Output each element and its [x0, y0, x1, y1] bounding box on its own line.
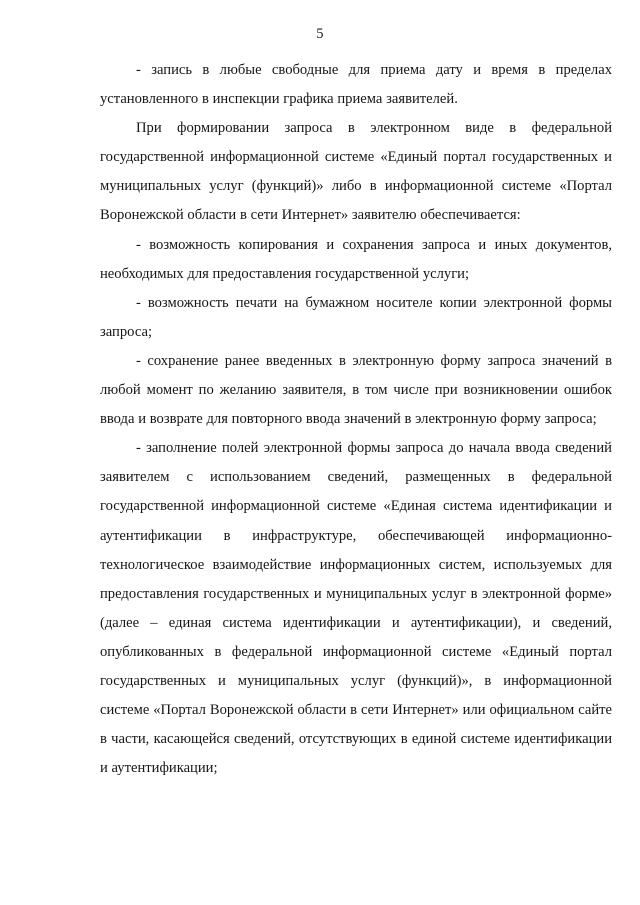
document-body: [100, 56, 612, 783]
paragraph-record-appointment: - запись в любые свободные для приема дату и время в пределах установленного в инспекции графика приема заявителей.: [100, 62, 612, 108]
paragraph-request-formation: При формировании запроса в электронном виде в федеральной государственной информационной системе «Единый портал государственных и муниципальных услуг (функций)» либо в информационной системе «Портал Воронежской области в сети Интернет» заявителю обеспечивается:: [100, 120, 612, 224]
page-number: 5: [316, 26, 324, 42]
paragraph-print-copy: - возможность печати на бумажном носителе копии электронной формы запроса;: [100, 294, 612, 340]
paragraph-prefill-fields: - заполнение полей электронной формы запроса до начала ввода сведений заявителем с использованием сведений, размещенных в федеральной государственной информационной системе «Единая система идентификации и аутентификации в инфраструктуре, обеспечивающей информационно-технологическое взаимодействие информационных систем, используемых для предоставления государственных и муниципальных услуг в электронной форме» (далее – единая система идентификации и аутентификации), и сведений, опубликованных в федеральной информационной системе «Единый портал государственных и муниципальных услуг (функций)», в информационной системе «Портал Воронежской области в сети Интернет» или официальном сайте в части, касающейся сведений, отсутствующих в единой системе идентификации и аутентификации;: [100, 440, 612, 777]
paragraph-copy-save-request: - возможность копирования и сохранения запроса и иных документов, необходимых для предоставления государственной услуги;: [100, 236, 612, 282]
paragraph-save-entered-values: - сохранение ранее введенных в электронную форму запроса значений в любой момент по желанию заявителя, в том числе при возникновении ошибок ввода и возврате для повторного ввода значений в электронную форму запроса;: [100, 352, 612, 428]
